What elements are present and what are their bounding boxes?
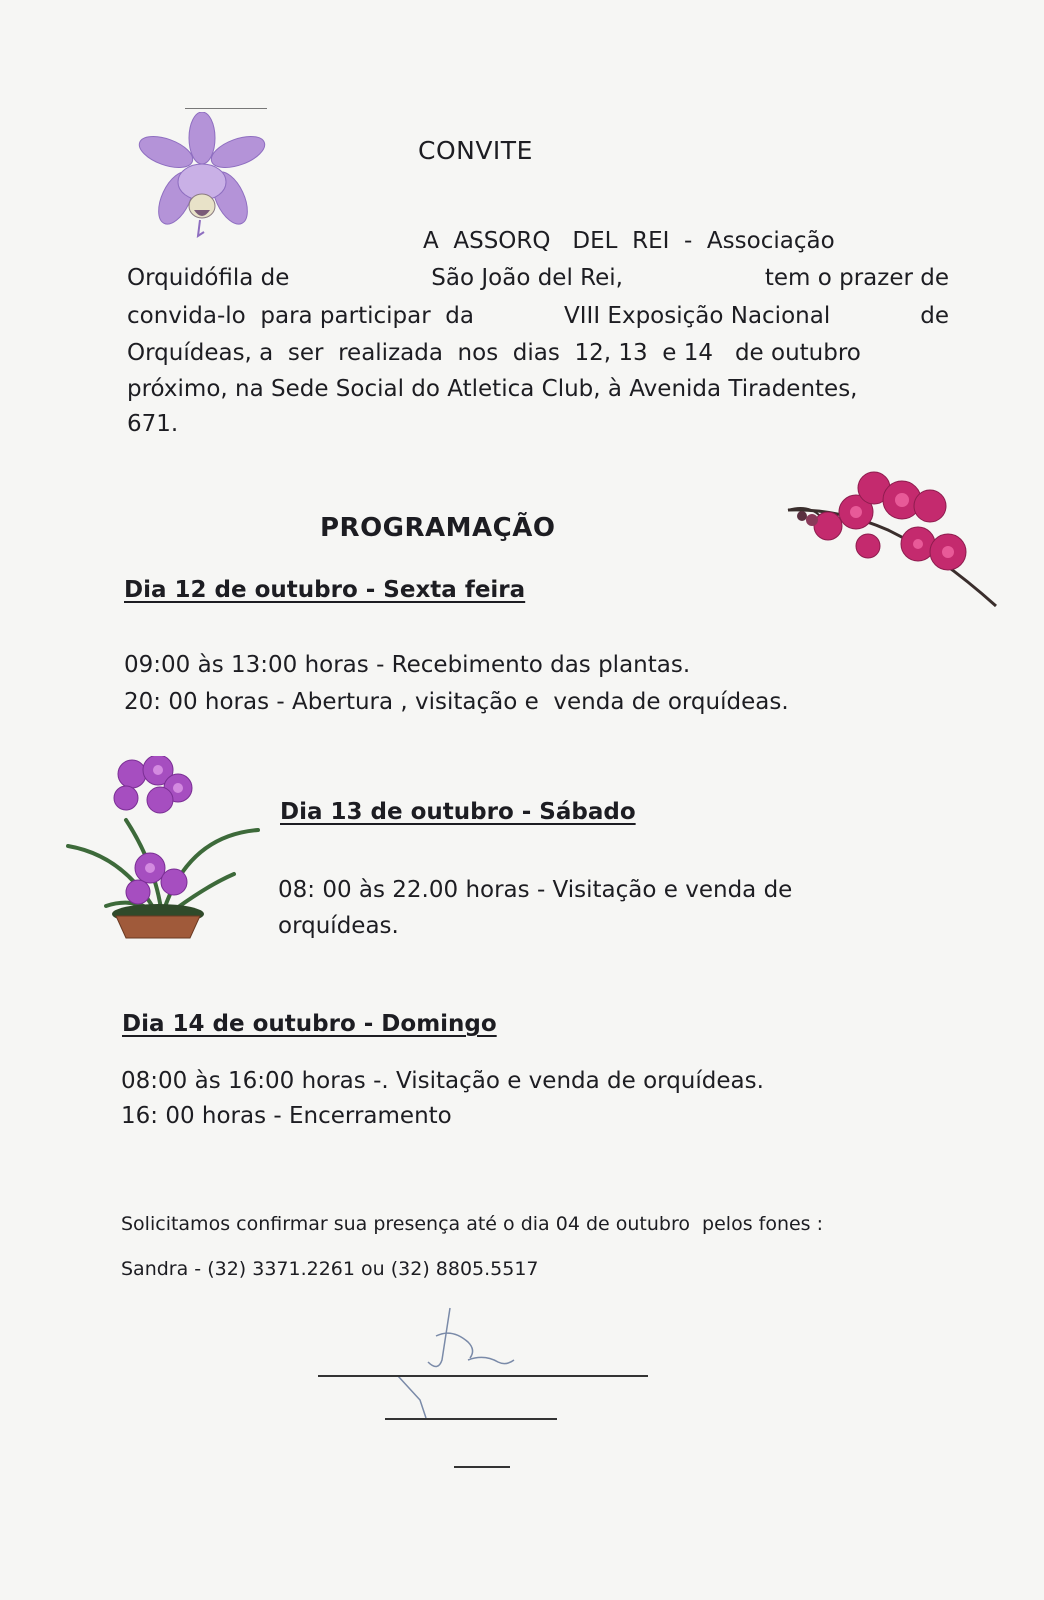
day-2-line-1: 08: 00 às 22.00 horas - Visitação e venda de	[278, 877, 793, 903]
day-1-title: Dia 12 de outubro - Sexta feira	[124, 577, 526, 603]
day-2-line-2: orquídeas.	[278, 913, 399, 939]
signature-line-3	[454, 1466, 510, 1468]
invite-line-5: próximo, na Sede Social do Atletica Club, à Avenida Tiradentes,	[127, 376, 858, 402]
invite-line-3b: VIII Exposição Nacional	[564, 303, 831, 329]
day-3-line-1: 08:00 às 16:00 horas -. Visitação e venda de orquídeas.	[121, 1068, 764, 1094]
day-2-title: Dia 13 de outubro - Sábado	[280, 799, 636, 825]
signature-line-2	[385, 1418, 557, 1420]
invite-line-3c: de	[920, 303, 949, 329]
orchid-spray-icon	[778, 468, 1000, 610]
invite-line-4: Orquídeas, a ser realizada nos dias 12, 13 e 14 de outubro	[127, 340, 861, 366]
invite-line-1: A ASSORQ DEL REI - Associação	[423, 228, 835, 254]
invite-line-2	[127, 265, 949, 291]
day-1-line-2: 20: 00 horas - Abertura , visitação e venda de orquídeas.	[124, 689, 789, 715]
invite-line-6: 671.	[127, 411, 179, 437]
invite-line-2a: Orquidófila de	[127, 265, 290, 291]
rsvp-text: Solicitamos confirmar sua presença até o dia 04 de outubro pelos fones :	[121, 1213, 824, 1235]
invite-line-2b: São João del Rei,	[431, 265, 623, 291]
day-1-line-1: 09:00 às 13:00 horas - Recebimento das plantas.	[124, 652, 691, 678]
top-rule	[185, 108, 267, 109]
day-3-line-2: 16: 00 horas - Encerramento	[121, 1103, 452, 1129]
programacao-heading: PROGRAMAÇÃO	[320, 513, 556, 543]
day-3-title: Dia 14 de outubro - Domingo	[122, 1011, 497, 1037]
invite-title: CONVITE	[418, 136, 533, 165]
signature-mark	[380, 1300, 540, 1420]
invite-line-3a: convida-lo para participar da	[127, 303, 474, 329]
contact-text: Sandra - (32) 3371.2261 ou (32) 8805.5517	[121, 1258, 539, 1280]
orchid-lilac-icon	[134, 112, 270, 242]
potted-orchid-icon	[66, 756, 262, 942]
invite-line-3	[127, 303, 949, 329]
signature-line-1	[318, 1375, 648, 1377]
invite-line-2c: tem o prazer de	[764, 265, 949, 291]
